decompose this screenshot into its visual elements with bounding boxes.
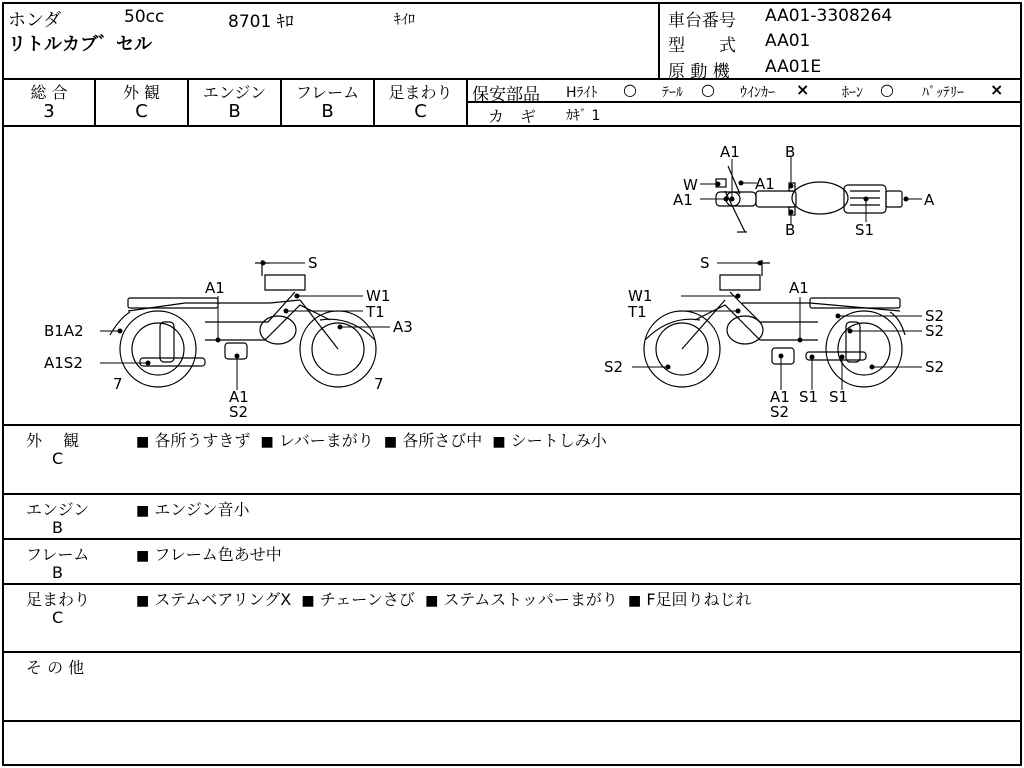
label-right-s2-e: S2: [770, 403, 790, 421]
grade-engine-value: B: [228, 101, 241, 122]
label-right-s2-c: S2: [604, 358, 624, 376]
label-top-s1: S1: [855, 221, 875, 239]
bike-top-view: [716, 166, 902, 232]
grid-line: [2, 651, 1022, 653]
label-left-w1: W1: [366, 287, 391, 305]
label-right-s: S: [700, 254, 710, 272]
remark-engine-grade: B: [52, 518, 63, 537]
remark-exterior-label: 外 観: [26, 431, 80, 450]
grade-suspension-value: C: [414, 101, 427, 122]
maker: ホンダ: [8, 10, 62, 31]
label-left-7-b: 7: [374, 375, 384, 393]
label-right-s2-b: S2: [925, 322, 945, 340]
grade-engine-label: エンジン: [202, 83, 267, 102]
label-top-b-b: B: [785, 221, 796, 239]
label-top-a: A: [924, 191, 935, 209]
grade-exterior-value: C: [135, 101, 148, 122]
mileage-unit: ｷｲﾛ: [394, 12, 415, 28]
remark-engine-label: エンジン: [26, 500, 90, 519]
label-top-w: W: [683, 176, 698, 194]
grid-line: [2, 424, 1022, 426]
grid-line: [2, 583, 1022, 585]
label-left-b1a2: B1A2: [44, 322, 84, 340]
label-right-a1-b: A1: [770, 388, 790, 406]
model-name: リトルカブ゛セル: [8, 34, 152, 55]
displacement: 50cc: [124, 7, 165, 27]
remark-exterior-grade: C: [52, 449, 64, 468]
label-top-b-a: B: [785, 143, 796, 161]
label-left-a1s2: A1S2: [44, 354, 83, 372]
remark-suspension-grade: C: [52, 608, 64, 627]
safety-winker-mark: ×: [796, 80, 810, 99]
safety-horn-label: ﾎｰﾝ: [842, 85, 863, 101]
grade-exterior-label: 外 観: [122, 83, 161, 102]
remark-suspension-label: 足まわり: [26, 590, 91, 609]
safety-battery-mark: ×: [990, 80, 1004, 99]
safety-tail-label: ﾃｰﾙ: [662, 85, 683, 101]
grid-line: [2, 493, 1022, 495]
grid-line: [2, 720, 1022, 722]
label-right-s1-b: S1: [829, 388, 849, 406]
key-value: ｶｷﾞ 1: [566, 108, 601, 124]
mileage: 8701 ｷﾛ: [228, 12, 294, 32]
key-label: カ ギ: [488, 107, 537, 126]
safety-headlight-mark: ○: [623, 80, 637, 99]
grade-total-label: 総 合: [30, 83, 68, 102]
grade-frame-label: フレーム: [295, 83, 360, 102]
label-right-a1: A1: [789, 279, 809, 297]
label-right-s2-d: S2: [925, 358, 945, 376]
frame-no-label: 車台番号: [668, 11, 736, 31]
remark-suspension-items: ■ ステムベアリングX ■ チェーンさび ■ ステムストッパーまがり ■ F足回りねじれ: [136, 590, 752, 609]
engine-label: 原 動 機: [668, 62, 730, 82]
label-left-7-a: 7: [113, 375, 123, 393]
grade-total-value: 3: [43, 101, 55, 122]
remark-engine-items: ■ エンジン音小: [136, 500, 250, 519]
grid-line: [2, 538, 1022, 540]
grade-frame-value: B: [321, 101, 334, 122]
label-left-a1-b: A1: [229, 388, 249, 406]
label-right-t1: T1: [628, 303, 647, 321]
label-left-a1: A1: [205, 279, 225, 297]
bike-left-view: [110, 260, 376, 387]
label-top-a1-a: A1: [720, 143, 740, 161]
bike-right-view: [644, 260, 905, 387]
remark-frame-items: ■ フレーム色あせ中: [136, 545, 282, 564]
label-left-t1: T1: [366, 303, 385, 321]
safety-tail-mark: ○: [701, 80, 715, 99]
label-left-s2: S2: [229, 403, 249, 421]
remark-frame-grade: B: [52, 563, 63, 582]
type-label: 型 式: [668, 36, 736, 56]
safety-winker-label: ｳｲﾝｶｰ: [740, 85, 775, 101]
damage-diagram: [0, 126, 1024, 424]
label-right-w1: W1: [628, 287, 653, 305]
label-right-s1-a: S1: [799, 388, 819, 406]
engine-value: AA01E: [765, 57, 822, 77]
safety-horn-mark: ○: [880, 80, 894, 99]
grade-suspension-label: 足まわり: [388, 83, 453, 102]
label-right-s2-a: S2: [925, 307, 945, 325]
remark-other-label: そ の 他: [26, 658, 85, 677]
remark-exterior-items: ■ 各所うすきず ■ レバーまがり ■ 各所さび中 ■ シートしみ小: [136, 431, 607, 450]
safety-headlight-label: Hﾗｲﾄ: [566, 85, 598, 101]
remark-frame-label: フレーム: [26, 545, 90, 564]
header-divider: [658, 2, 660, 79]
label-left-a3: A3: [393, 318, 413, 336]
type-value: AA01: [765, 31, 811, 51]
label-top-a1-c: A1: [673, 191, 693, 209]
safety-title: 保安部品: [472, 85, 540, 105]
label-top-a1-b: A1: [755, 175, 775, 193]
label-left-s: S: [308, 254, 318, 272]
safety-battery-label: ﾊﾞｯﾃﾘｰ: [922, 85, 964, 101]
frame-no: AA01-3308264: [765, 6, 893, 26]
